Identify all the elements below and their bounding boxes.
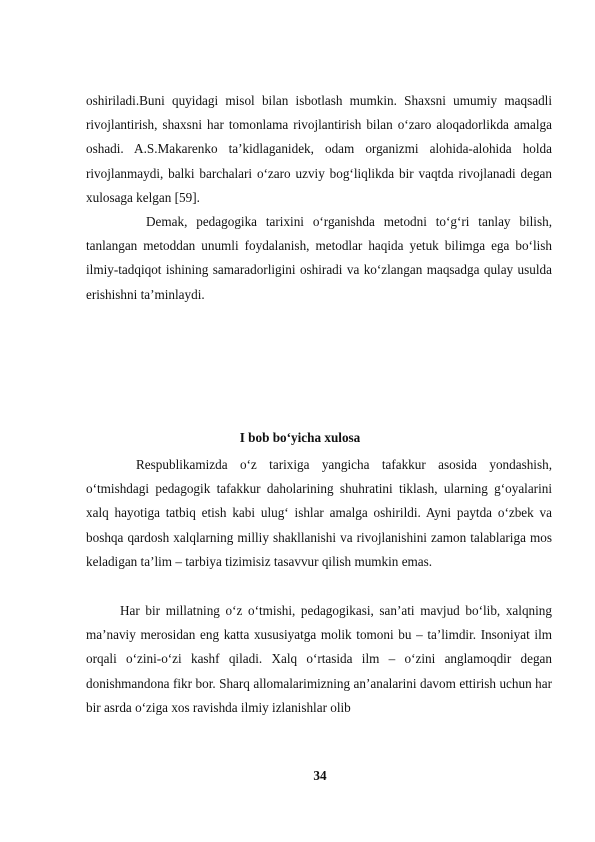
section-heading: I bob bo‘yicha xulosa (239, 430, 361, 445)
paragraph-intro: oshiriladi.Buni quyidagi misol bilan isbotlash mumkin. Shaxsni umumiy maqsadli rivojlantirish, shaxsni har tomonlama rivojlantirish bilan o‘zaro aloqadorlikda amalga oshadi. A.S.Makarenko ta’kidlaganidek, odam organizmi alohida-alohida holda rivojlanmaydi, balki barchalari o‘zaro uzviy bog‘liqlikda bir vaqtda rivojlanadi degan xulosaga kelgan [59]. (86, 93, 552, 205)
section-paragraph: Har bir millatning o‘z o‘tmishi, pedagogikasi, san’ati mavjud bo‘lib, xalqning ma’naviy merosidan eng katta xususiyatga molik tomoni bu – ta’limdir. Insoniyat ilm orqali o‘zini-o‘zi kashf qiladi. Xalq o‘rtasida ilm – o‘zini anglamoqdir degan donishmandona fikr bor. Sharq allomalarimizning an’analarini davom ettirish uchun har bir asrda o‘ziga xos ravishda ilmiy izlanishlar olib (86, 603, 552, 715)
section-paragraph: Respublikamizda o‘z tarixiga yangicha tafakkur asosida yondashish, o‘tmishdagi pedagogik tafakkur daholarining shuhratini tiklash, ularning g‘oyalarini xalq hayotiga tatbiq etish kabi ulug‘ ishlar amalga oshirildi. Ayni paytda o‘zbek va boshqa qardosh xalqlarning milliy shakllanishi va rivojlanishini zamon talablariga mos keladigan ta’lim – tarbiya tizimisiz tasavvur qilish mumkin emas. (86, 457, 552, 569)
page-number: 34 (313, 768, 327, 783)
paragraph-conclusion: Demak, pedagogika tarixini o‘rganishda metodni to‘g‘ri tanlay bilish, tanlangan metoddan unumli foydalanish, metodlar haqida yetuk bilimga ega bo‘lish ilmiy-tadqiqot ishining samaradorligini oshiradi va ko‘zlangan maqsadga qulay usulda erishishni ta’minlaydi. (86, 214, 552, 302)
